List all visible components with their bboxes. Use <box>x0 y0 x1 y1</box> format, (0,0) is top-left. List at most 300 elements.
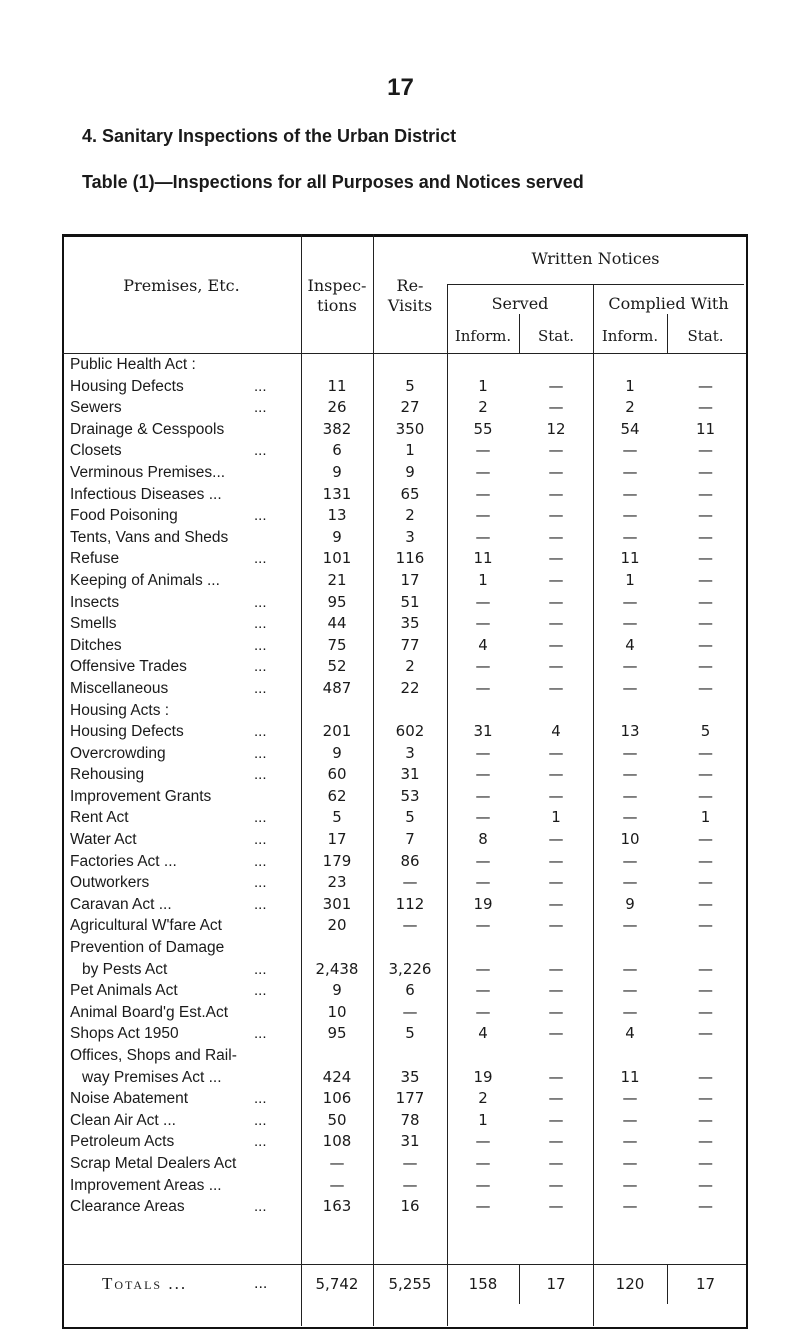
cell-complied-stat: — <box>698 1067 713 1086</box>
row-leader-dots: ... <box>254 1090 267 1108</box>
cell-served-inform: 19 <box>473 894 493 913</box>
cell-complied-stat: — <box>698 981 713 1000</box>
cell-inspections: 75 <box>327 635 347 654</box>
cell-served-inform: — <box>475 916 491 935</box>
cell-complied-stat: — <box>698 376 713 395</box>
table-row <box>62 484 744 506</box>
cell-complied-inform: 13 <box>620 722 640 741</box>
row-label: Public Health Act : <box>70 356 196 373</box>
row-label: Water Act <box>70 831 137 849</box>
cell-revisits: 27 <box>400 398 420 417</box>
cell-inspections: 9 <box>332 743 342 762</box>
cell-complied-stat: — <box>698 1089 713 1108</box>
cell-served-inform: — <box>475 462 491 481</box>
cell-revisits: 22 <box>400 678 420 697</box>
cell-inspections: 9 <box>332 527 342 546</box>
cell-complied-stat: 5 <box>700 722 711 741</box>
table-row <box>62 656 744 678</box>
table-row <box>62 764 744 786</box>
cell-complied-stat: — <box>698 765 713 784</box>
cell-served-inform: 4 <box>478 1024 488 1043</box>
cell-inspections: 9 <box>332 462 342 481</box>
cell-inspections: 179 <box>322 851 352 870</box>
cell-complied-inform: 10 <box>620 830 640 849</box>
cell-served-stat: — <box>548 1153 564 1172</box>
cell-complied-stat: — <box>698 635 713 654</box>
page-number: 17 <box>387 74 414 101</box>
header-complied-stat: Stat. <box>687 327 724 345</box>
cell-inspections: 17 <box>327 830 347 849</box>
cell-served-inform: 1 <box>478 376 488 395</box>
cell-complied-inform: 11 <box>620 549 640 568</box>
cell-served-inform: — <box>475 1175 491 1194</box>
table-row <box>62 376 744 398</box>
cell-inspections: 62 <box>327 786 347 805</box>
row-label: Sewers <box>70 399 122 417</box>
cell-inspections: 131 <box>322 484 352 503</box>
cell-complied-inform: — <box>622 1175 638 1194</box>
cell-complied-stat: 11 <box>695 419 716 438</box>
table-row <box>62 678 744 700</box>
table-row <box>62 700 744 722</box>
cell-complied-inform: — <box>622 959 638 978</box>
cell-served-inform: — <box>475 959 491 978</box>
cell-complied-inform: — <box>622 743 638 762</box>
cell-revisits: 31 <box>400 1132 420 1151</box>
cell-complied-stat: — <box>698 959 713 978</box>
table-row <box>62 743 744 765</box>
row-leader-dots: ... <box>254 679 267 697</box>
row-label: by Pests Act <box>82 960 168 978</box>
table-row <box>62 1131 744 1153</box>
cell-served-inform: — <box>475 981 491 1000</box>
table-row <box>62 613 744 635</box>
cell-served-stat: — <box>548 570 564 589</box>
cell-served-inform: 2 <box>478 398 488 417</box>
cell-served-stat: — <box>548 678 564 697</box>
cell-revisits: 3 <box>405 743 415 762</box>
cell-revisits: 5 <box>405 376 415 395</box>
table-row <box>62 1067 744 1089</box>
cell-revisits: 602 <box>395 722 425 741</box>
cell-complied-inform: — <box>622 1153 638 1172</box>
row-label: Pet Animals Act <box>70 982 178 1000</box>
cell-complied-inform: — <box>622 1110 638 1129</box>
cell-served-inform: 31 <box>473 722 493 741</box>
totals-complied-inform: 120 <box>615 1275 645 1293</box>
cell-inspections: 26 <box>327 398 347 417</box>
cell-revisits: 77 <box>400 635 420 654</box>
cell-complied-stat: — <box>698 1175 713 1194</box>
cell-complied-stat: — <box>698 1110 713 1129</box>
row-label: Food Poisoning <box>70 507 178 525</box>
cell-served-inform: — <box>475 743 491 762</box>
table-row <box>62 829 744 851</box>
table-row <box>62 1196 744 1218</box>
cell-complied-stat: — <box>698 592 713 611</box>
table-row <box>62 894 744 916</box>
row-label: Smells <box>70 615 117 633</box>
cell-revisits: 3 <box>405 527 415 546</box>
row-leader-dots: ... <box>254 766 267 784</box>
header-served: Served <box>491 294 549 313</box>
inspections-table <box>62 234 748 1327</box>
cell-inspections: 424 <box>322 1067 352 1086</box>
row-label: way Premises Act ... <box>82 1068 222 1086</box>
row-leader-dots: ... <box>254 874 267 892</box>
cell-revisits: 65 <box>400 484 420 503</box>
row-label: Rent Act <box>70 809 129 827</box>
cell-served-inform: 8 <box>478 830 488 849</box>
row-leader-dots: ... <box>254 960 267 978</box>
row-leader-dots: ... <box>254 399 267 417</box>
cell-complied-stat: — <box>698 462 713 481</box>
cell-served-stat: — <box>548 981 564 1000</box>
cell-inspections: 52 <box>327 657 347 676</box>
cell-inspections: — <box>329 1175 345 1194</box>
table-row <box>62 440 744 462</box>
cell-complied-inform: 11 <box>620 1067 640 1086</box>
header-written-notices: Written Notices <box>531 249 660 268</box>
cell-complied-inform: — <box>622 527 638 546</box>
cell-complied-stat: — <box>698 549 713 568</box>
cell-served-inform: — <box>475 506 491 525</box>
totals-label: Totals ... <box>102 1274 188 1293</box>
cell-revisits: 31 <box>400 765 420 784</box>
row-label: Infectious Diseases ... <box>70 485 222 503</box>
row-label: Clean Air Act ... <box>70 1111 176 1129</box>
cell-revisits: — <box>402 1153 418 1172</box>
cell-served-inform: 1 <box>478 570 488 589</box>
cell-revisits: — <box>402 916 418 935</box>
table-row <box>62 1023 744 1045</box>
cell-served-inform: — <box>475 484 491 503</box>
row-leader-dots: ... <box>254 636 267 654</box>
row-label: Prevention of Damage <box>70 939 225 957</box>
cell-served-stat: — <box>548 1175 564 1194</box>
cell-served-inform: — <box>475 592 491 611</box>
cell-served-inform: — <box>475 873 491 892</box>
cell-revisits: 350 <box>395 419 425 438</box>
cell-complied-stat: — <box>698 916 713 935</box>
cell-served-inform: — <box>475 614 491 633</box>
cell-complied-stat: — <box>698 398 713 417</box>
cell-revisits: 116 <box>395 549 425 568</box>
table-row <box>62 635 744 657</box>
row-label: Keeping of Animals ... <box>70 571 220 589</box>
row-label: Animal Board'g Est.Act <box>70 1003 229 1021</box>
cell-inspections: 50 <box>327 1110 347 1129</box>
cell-complied-stat: — <box>698 484 713 503</box>
row-leader-dots: ... <box>254 593 267 611</box>
cell-complied-inform: 9 <box>625 894 635 913</box>
table-row <box>62 1002 744 1024</box>
cell-served-inform: — <box>475 1132 491 1151</box>
table-row <box>62 807 744 829</box>
table-body <box>62 354 744 1218</box>
cell-inspections: 6 <box>332 441 342 460</box>
cell-served-inform: 4 <box>478 635 488 654</box>
cell-inspections: 382 <box>322 419 352 438</box>
row-label: Closets <box>70 442 122 460</box>
cell-served-stat: — <box>548 1110 564 1129</box>
cell-complied-inform: — <box>622 873 638 892</box>
table-title: Table (1)—Inspections for all Purposes and Notices served <box>82 172 584 192</box>
cell-inspections: 163 <box>322 1197 352 1216</box>
cell-served-inform: 55 <box>473 419 493 438</box>
cell-inspections: 60 <box>327 765 347 784</box>
cell-revisits: 1 <box>405 441 415 460</box>
cell-served-inform: — <box>475 657 491 676</box>
cell-revisits: 6 <box>405 981 415 1000</box>
cell-revisits: 7 <box>405 830 415 849</box>
cell-complied-inform: — <box>622 1089 638 1108</box>
cell-revisits: 17 <box>400 570 420 589</box>
cell-served-inform: — <box>475 1197 491 1216</box>
cell-inspections: 106 <box>322 1089 352 1108</box>
table-row <box>62 419 744 441</box>
cell-complied-stat: — <box>698 1197 713 1216</box>
row-label: Housing Acts : <box>70 701 170 719</box>
cell-complied-inform: — <box>622 1197 638 1216</box>
cell-revisits: 5 <box>405 808 415 827</box>
cell-revisits: 2 <box>405 657 415 676</box>
cell-revisits: 51 <box>400 592 420 611</box>
totals-served-inform: 158 <box>468 1275 498 1293</box>
cell-complied-inform: 1 <box>625 376 635 395</box>
cell-served-stat: — <box>548 1197 564 1216</box>
row-label: Petroleum Acts <box>70 1133 175 1151</box>
cell-complied-stat: — <box>698 441 713 460</box>
row-leader-dots: ... <box>254 723 267 741</box>
section-heading: 4. Sanitary Inspections of the Urban District <box>82 126 457 146</box>
cell-complied-stat: — <box>698 1002 713 1021</box>
row-label: Insects <box>70 593 120 611</box>
cell-served-inform: — <box>475 678 491 697</box>
cell-complied-stat: — <box>698 1153 713 1172</box>
cell-complied-inform: — <box>622 981 638 1000</box>
row-label: Housing Defects <box>70 723 184 741</box>
cell-served-stat: — <box>548 484 564 503</box>
cell-revisits: 35 <box>400 614 420 633</box>
cell-revisits: 9 <box>405 462 415 481</box>
cell-served-stat: — <box>548 1024 564 1043</box>
cell-served-stat: — <box>548 398 564 417</box>
cell-inspections: 13 <box>327 506 347 525</box>
cell-served-inform: — <box>475 808 491 827</box>
cell-complied-inform: — <box>622 441 638 460</box>
row-leader-dots: ... <box>254 831 267 849</box>
table-row <box>62 1175 744 1197</box>
row-label: Refuse <box>70 550 120 568</box>
table-row <box>62 851 744 873</box>
totals-row <box>62 1264 744 1304</box>
cell-served-inform: 1 <box>478 1110 488 1129</box>
table-row <box>62 1110 744 1132</box>
totals-inspections: 5,742 <box>315 1275 359 1293</box>
cell-served-stat: 1 <box>551 808 561 827</box>
row-leader-dots: ... <box>254 615 267 633</box>
table-row <box>62 548 744 570</box>
row-label: Overcrowding <box>70 744 166 762</box>
cell-served-stat: — <box>548 1067 564 1086</box>
row-label: Outworkers <box>70 874 150 892</box>
cell-complied-inform: — <box>622 786 638 805</box>
cell-served-stat: — <box>548 1089 564 1108</box>
row-label: Factories Act ... <box>70 852 177 870</box>
cell-complied-stat: — <box>698 614 713 633</box>
cell-served-stat: — <box>548 376 564 395</box>
table-row <box>62 354 744 376</box>
cell-served-inform: — <box>475 527 491 546</box>
totals-dots: ... <box>254 1275 268 1292</box>
cell-inspections: 201 <box>322 722 352 741</box>
row-label: Rehousing <box>70 766 145 784</box>
row-label: Improvement Grants <box>70 787 212 805</box>
cell-served-inform: 11 <box>473 549 493 568</box>
cell-complied-stat: — <box>698 894 713 913</box>
row-leader-dots: ... <box>254 1133 267 1151</box>
cell-revisits: 2 <box>405 506 415 525</box>
cell-inspections: 108 <box>322 1132 352 1151</box>
cell-served-stat: — <box>548 765 564 784</box>
table-row <box>62 786 744 808</box>
table-row <box>62 397 744 419</box>
cell-revisits: 177 <box>395 1089 425 1108</box>
table-row <box>62 1045 744 1067</box>
totals-revisits: 5,255 <box>388 1275 432 1293</box>
cell-revisits: 35 <box>400 1067 420 1086</box>
table-row <box>62 462 744 484</box>
row-label: Ditches <box>70 636 122 654</box>
table-row <box>62 915 744 937</box>
row-label: Noise Abatement <box>70 1090 189 1108</box>
table-row <box>62 592 744 614</box>
cell-served-stat: — <box>548 851 564 870</box>
cell-inspections: 10 <box>327 1002 347 1021</box>
cell-complied-stat: — <box>698 743 713 762</box>
cell-complied-stat: — <box>698 527 713 546</box>
row-leader-dots: ... <box>254 852 267 870</box>
cell-served-inform: — <box>475 786 491 805</box>
cell-served-stat: — <box>548 1132 564 1151</box>
cell-inspections: 5 <box>332 808 342 827</box>
cell-served-stat: — <box>548 959 564 978</box>
header-served-inform: Inform. <box>454 327 512 345</box>
cell-served-stat: — <box>548 635 564 654</box>
cell-served-stat: — <box>548 549 564 568</box>
table-row <box>62 1088 744 1110</box>
cell-complied-stat: — <box>698 570 713 589</box>
cell-revisits: 86 <box>400 851 420 870</box>
cell-served-stat: — <box>548 916 564 935</box>
cell-revisits: — <box>402 873 418 892</box>
row-leader-dots: ... <box>254 982 267 1000</box>
row-leader-dots: ... <box>254 377 267 395</box>
row-label: Verminous Premises... <box>70 463 226 481</box>
cell-inspections: 301 <box>322 894 352 913</box>
cell-complied-stat: — <box>698 657 713 676</box>
cell-revisits: 16 <box>400 1197 420 1216</box>
cell-served-stat: 12 <box>546 419 566 438</box>
cell-inspections: 101 <box>322 549 352 568</box>
cell-complied-stat: — <box>698 851 713 870</box>
header-revisits: Re- Visits <box>387 276 433 315</box>
cell-served-inform: — <box>475 765 491 784</box>
header-premises: Premises, Etc. <box>123 276 240 295</box>
row-label: Scrap Metal Dealers Act <box>70 1154 237 1172</box>
cell-inspections: 487 <box>322 678 352 697</box>
row-leader-dots: ... <box>254 1198 267 1216</box>
row-label: Clearance Areas <box>70 1198 185 1216</box>
cell-complied-inform: — <box>622 916 638 935</box>
cell-complied-inform: 54 <box>620 419 640 438</box>
cell-complied-inform: — <box>622 1132 638 1151</box>
cell-revisits: 53 <box>400 786 420 805</box>
table-row <box>62 527 744 549</box>
table-row <box>62 1153 744 1175</box>
cell-complied-inform: 4 <box>625 1024 635 1043</box>
cell-inspections: 44 <box>327 614 347 633</box>
header-inspections: Inspec- tions <box>307 276 367 315</box>
cell-complied-inform: — <box>622 808 638 827</box>
row-leader-dots: ... <box>254 658 267 676</box>
cell-complied-inform: — <box>622 462 638 481</box>
row-label: Tents, Vans and Sheds <box>70 528 229 546</box>
cell-inspections: 2,438 <box>315 959 359 978</box>
cell-complied-inform: — <box>622 851 638 870</box>
totals-complied-stat: 17 <box>695 1275 716 1293</box>
row-label: Miscellaneous <box>70 679 169 697</box>
cell-served-stat: — <box>548 657 564 676</box>
cell-complied-stat: 1 <box>700 808 711 827</box>
table-row <box>62 937 744 959</box>
row-label: Offensive Trades <box>70 658 187 676</box>
cell-revisits: 5 <box>405 1024 415 1043</box>
cell-complied-stat: — <box>698 506 713 525</box>
header-complied-with: Complied With <box>608 294 729 313</box>
cell-served-stat: — <box>548 830 564 849</box>
cell-served-inform: — <box>475 851 491 870</box>
cell-inspections: 9 <box>332 981 342 1000</box>
table-row <box>62 872 744 894</box>
row-leader-dots: ... <box>254 809 267 827</box>
row-leader-dots: ... <box>254 507 267 525</box>
cell-served-stat: — <box>548 873 564 892</box>
row-leader-dots: ... <box>254 1111 267 1129</box>
cell-complied-inform: — <box>622 657 638 676</box>
table-row <box>62 721 744 743</box>
cell-complied-inform: — <box>622 506 638 525</box>
cell-served-inform: — <box>475 441 491 460</box>
table-row <box>62 959 744 981</box>
cell-complied-stat: — <box>698 1132 713 1151</box>
cell-revisits: — <box>402 1175 418 1194</box>
cell-complied-inform: — <box>622 484 638 503</box>
cell-complied-inform: — <box>622 592 638 611</box>
cell-complied-stat: — <box>698 873 713 892</box>
cell-served-stat: — <box>548 1002 564 1021</box>
cell-complied-stat: — <box>698 786 713 805</box>
cell-served-stat: — <box>548 462 564 481</box>
cell-served-stat: — <box>548 441 564 460</box>
cell-served-stat: — <box>548 592 564 611</box>
row-leader-dots: ... <box>254 744 267 762</box>
cell-revisits: 112 <box>395 894 425 913</box>
cell-inspections: 11 <box>327 376 347 395</box>
cell-revisits: 3,226 <box>388 959 432 978</box>
cell-complied-stat: — <box>698 830 713 849</box>
